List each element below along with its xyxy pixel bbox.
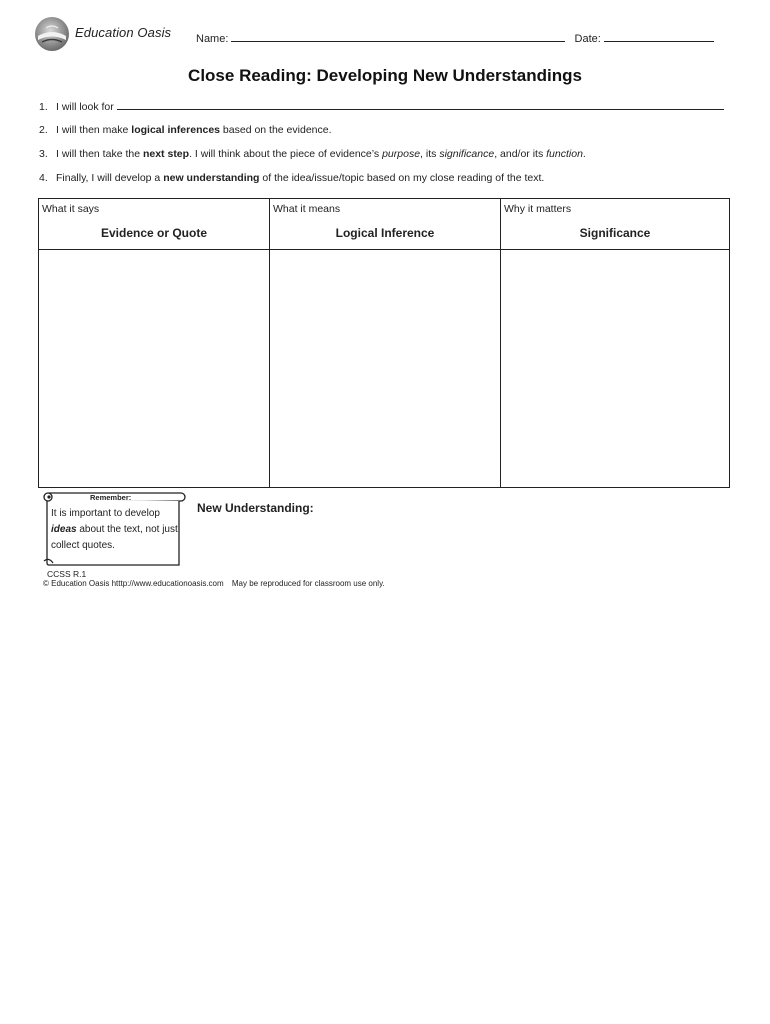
step-text: . [582, 148, 586, 160]
evidence-writing-area[interactable] [39, 249, 269, 487]
step-emphasis: next step [142, 148, 190, 160]
remember-text-part: about the text, not just collect quotes. [51, 524, 178, 551]
step-emphasis: logical inferences [131, 124, 220, 136]
step-text: of the idea/issue/topic based on my close reading of the text. [262, 172, 545, 184]
step-number: 4. [39, 172, 48, 184]
step-2 [39, 124, 332, 136]
step-text: , its [420, 148, 437, 160]
new-understanding-label: New Understanding: [197, 501, 314, 515]
significance-writing-area[interactable] [501, 249, 729, 487]
step-text: , and/or its [494, 148, 544, 160]
step-1 [39, 100, 724, 113]
look-for-field[interactable] [117, 100, 724, 110]
column-heading: Logical Inference [335, 226, 435, 240]
column-subheading: What it says [42, 203, 100, 215]
step-emphasis: new understanding [163, 172, 260, 184]
copyright-text: © Education Oasis htttp://www.educationoasis.com [43, 579, 224, 588]
date-field[interactable] [604, 32, 714, 42]
brand-name: Education Oasis [75, 25, 172, 40]
step-italic: function [546, 148, 583, 160]
date-label: Date: [574, 33, 601, 45]
column-evidence [39, 199, 269, 487]
reproduce-notice: May be reproduced for classroom use only. [231, 579, 385, 588]
column-significance [500, 199, 729, 487]
page-title: Close Reading: Developing New Understandings [188, 66, 582, 85]
name-label: Name: [196, 33, 229, 45]
inference-writing-area[interactable] [270, 249, 500, 487]
step-number: 1. [39, 101, 48, 113]
column-subheading: Why it matters [504, 203, 572, 215]
step-text: I will then make [56, 124, 129, 136]
step-text: I will then take the [56, 148, 141, 160]
step-text: Finally, I will develop a [56, 172, 161, 184]
column-subheading: What it means [273, 203, 341, 215]
name-field[interactable] [231, 32, 565, 42]
step-text: based on the evidence. [222, 124, 332, 136]
name-date-row [196, 32, 714, 45]
remember-emphasis: ideas [51, 524, 77, 535]
step-italic: significance [439, 148, 495, 160]
step-number: 3. [39, 148, 48, 160]
remember-label: Remember: [90, 493, 132, 502]
remember-text [51, 506, 179, 554]
step-number: 2. [39, 124, 48, 136]
close-reading-table [38, 198, 730, 488]
remember-text-part: It is important to develop [51, 508, 160, 519]
step-italic: purpose [382, 148, 421, 160]
column-inference [269, 199, 500, 487]
step-4 [39, 172, 544, 184]
step-text: . I will think about the piece of evidence’s [189, 148, 380, 160]
standard-code: CCSS R.1 [47, 569, 87, 579]
step-text: I will look for [56, 101, 114, 113]
column-heading: Evidence or Quote [100, 226, 208, 240]
education-oasis-logo-icon [34, 16, 70, 52]
copyright-line [43, 579, 385, 588]
column-heading: Significance [579, 226, 651, 240]
step-3 [39, 148, 586, 160]
